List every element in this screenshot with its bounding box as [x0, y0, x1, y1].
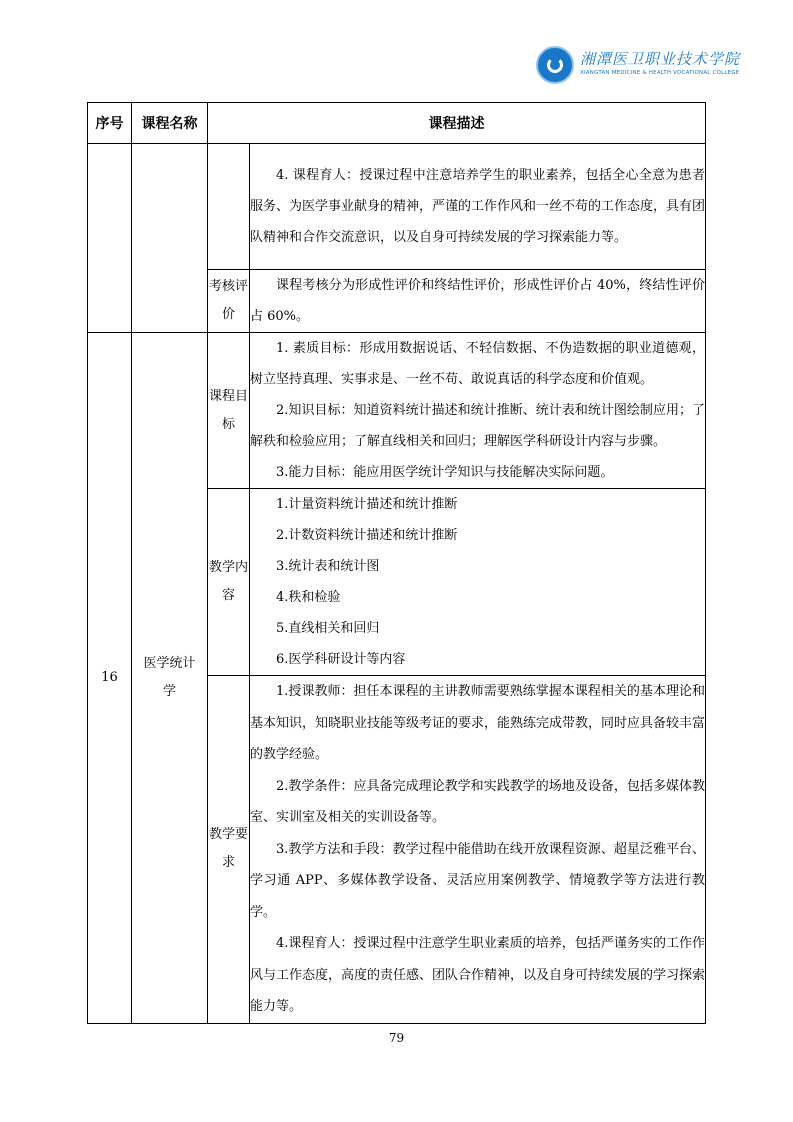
content-item: 3.统计表和统计图 — [276, 559, 380, 574]
college-emblem-icon — [536, 46, 574, 84]
page-number: 79 — [388, 1031, 405, 1045]
assess-cell — [250, 270, 706, 333]
table-row — [88, 144, 706, 270]
req-item: 2.教学条件：应具备完成理论教学和实践教学的场地及设备，包括多媒体教室、实训室及相关的实训设备等。 — [250, 778, 705, 825]
content-item: 2.计数资料统计描述和统计推断 — [276, 528, 458, 543]
content-item: 5.直线相关和回归 — [276, 621, 380, 636]
cont-name-cell — [132, 144, 208, 333]
content-item: 1.计量资料统计描述和统计推断 — [276, 497, 458, 512]
req-label-cell — [208, 676, 250, 1024]
goals-label-cell — [208, 333, 250, 489]
logo-chinese-name: 湘潭医卫职业技术学院 — [580, 50, 741, 68]
content-cell — [250, 489, 706, 676]
course-name-cell — [132, 333, 208, 1024]
assess-label: 考核评价 — [208, 279, 248, 322]
req-item: 3.教学方法和手段：教学过程中能借助在线开放课程资源、超星泛雅平台、学习通 APP、多媒体教学设备、灵活应用案例教学、情境教学等方法进行教学。 — [250, 841, 705, 920]
logo-english-name: XIANGTAN MEDICINE & HEALTH VOCATIONAL COLLEGE — [580, 70, 740, 76]
content-item: 4.秩和检验 — [276, 590, 341, 605]
course-number-cell — [88, 333, 132, 1024]
goal-item: 3.能力目标：能应用医学统计学知识与技能解决实际问题。 — [276, 465, 614, 480]
req-item: 1.授课教师：担任本课程的主讲教师需要熟练掌握本课程相关的基本理论和基本知识，知晓职业技能等级考证的要求，能熟练完成带教，同时应具备较丰富的教学经验。 — [250, 684, 706, 762]
cont-ethics-text: 4. 课程育人：授课过程中注意培养学生的职业素养，包括全心全意为患者服务、为医学事业献身的精神，严谨的工作作风和一丝不苟的工作态度，具有团队精神和合作交流意识，以及自身可持续发展的学习探索能力等。 — [250, 168, 706, 245]
cont-number-cell — [88, 144, 132, 333]
header-number: 序号 — [88, 103, 132, 144]
table-row — [88, 333, 706, 489]
cont-ethics-cell — [250, 144, 706, 270]
goals-label: 课程目标 — [208, 388, 248, 432]
goal-item: 1. 素质目标：形成用数据说话、不轻信数据、不伪造数据的职业道德观，树立坚持真理、实事求是、一丝不苟、敢说真话的科学态度和价值观。 — [250, 341, 705, 387]
header-course-description: 课程描述 — [208, 103, 706, 144]
req-cell — [250, 676, 706, 1024]
table-header-row — [88, 103, 706, 144]
assess-label-cell — [208, 270, 250, 333]
course-table — [87, 102, 706, 1024]
goals-cell — [250, 333, 706, 489]
header-course-name: 课程名称 — [132, 103, 208, 144]
course-name: 医学统计学 — [143, 655, 196, 699]
content-label-cell — [208, 489, 250, 676]
assess-text: 课程考核分为形成性评价和终结性评价，形成性评价占 40%，终结性评价占 60%。 — [250, 278, 705, 324]
req-item: 4.课程育人：授课过程中注意学生职业素质的培养，包括严谨务实的工作作风与工作态度，高度的责任感、团队合作精神，以及自身可持续发展的学习探索能力等。 — [250, 936, 706, 1014]
goal-item: 2.知识目标：知道资料统计描述和统计推断、统计表和统计图绘制应用；了解秩和检验应用；了解直线相关和回归；理解医学科研设计内容与步骤。 — [250, 403, 705, 449]
req-label: 教学要求 — [208, 827, 248, 871]
cont-sub-cell — [208, 144, 250, 270]
content-label: 教学内容 — [208, 560, 248, 603]
course-number: 16 — [101, 670, 118, 686]
college-logo — [536, 46, 741, 86]
content-item: 6.医学科研设计等内容 — [276, 652, 406, 667]
